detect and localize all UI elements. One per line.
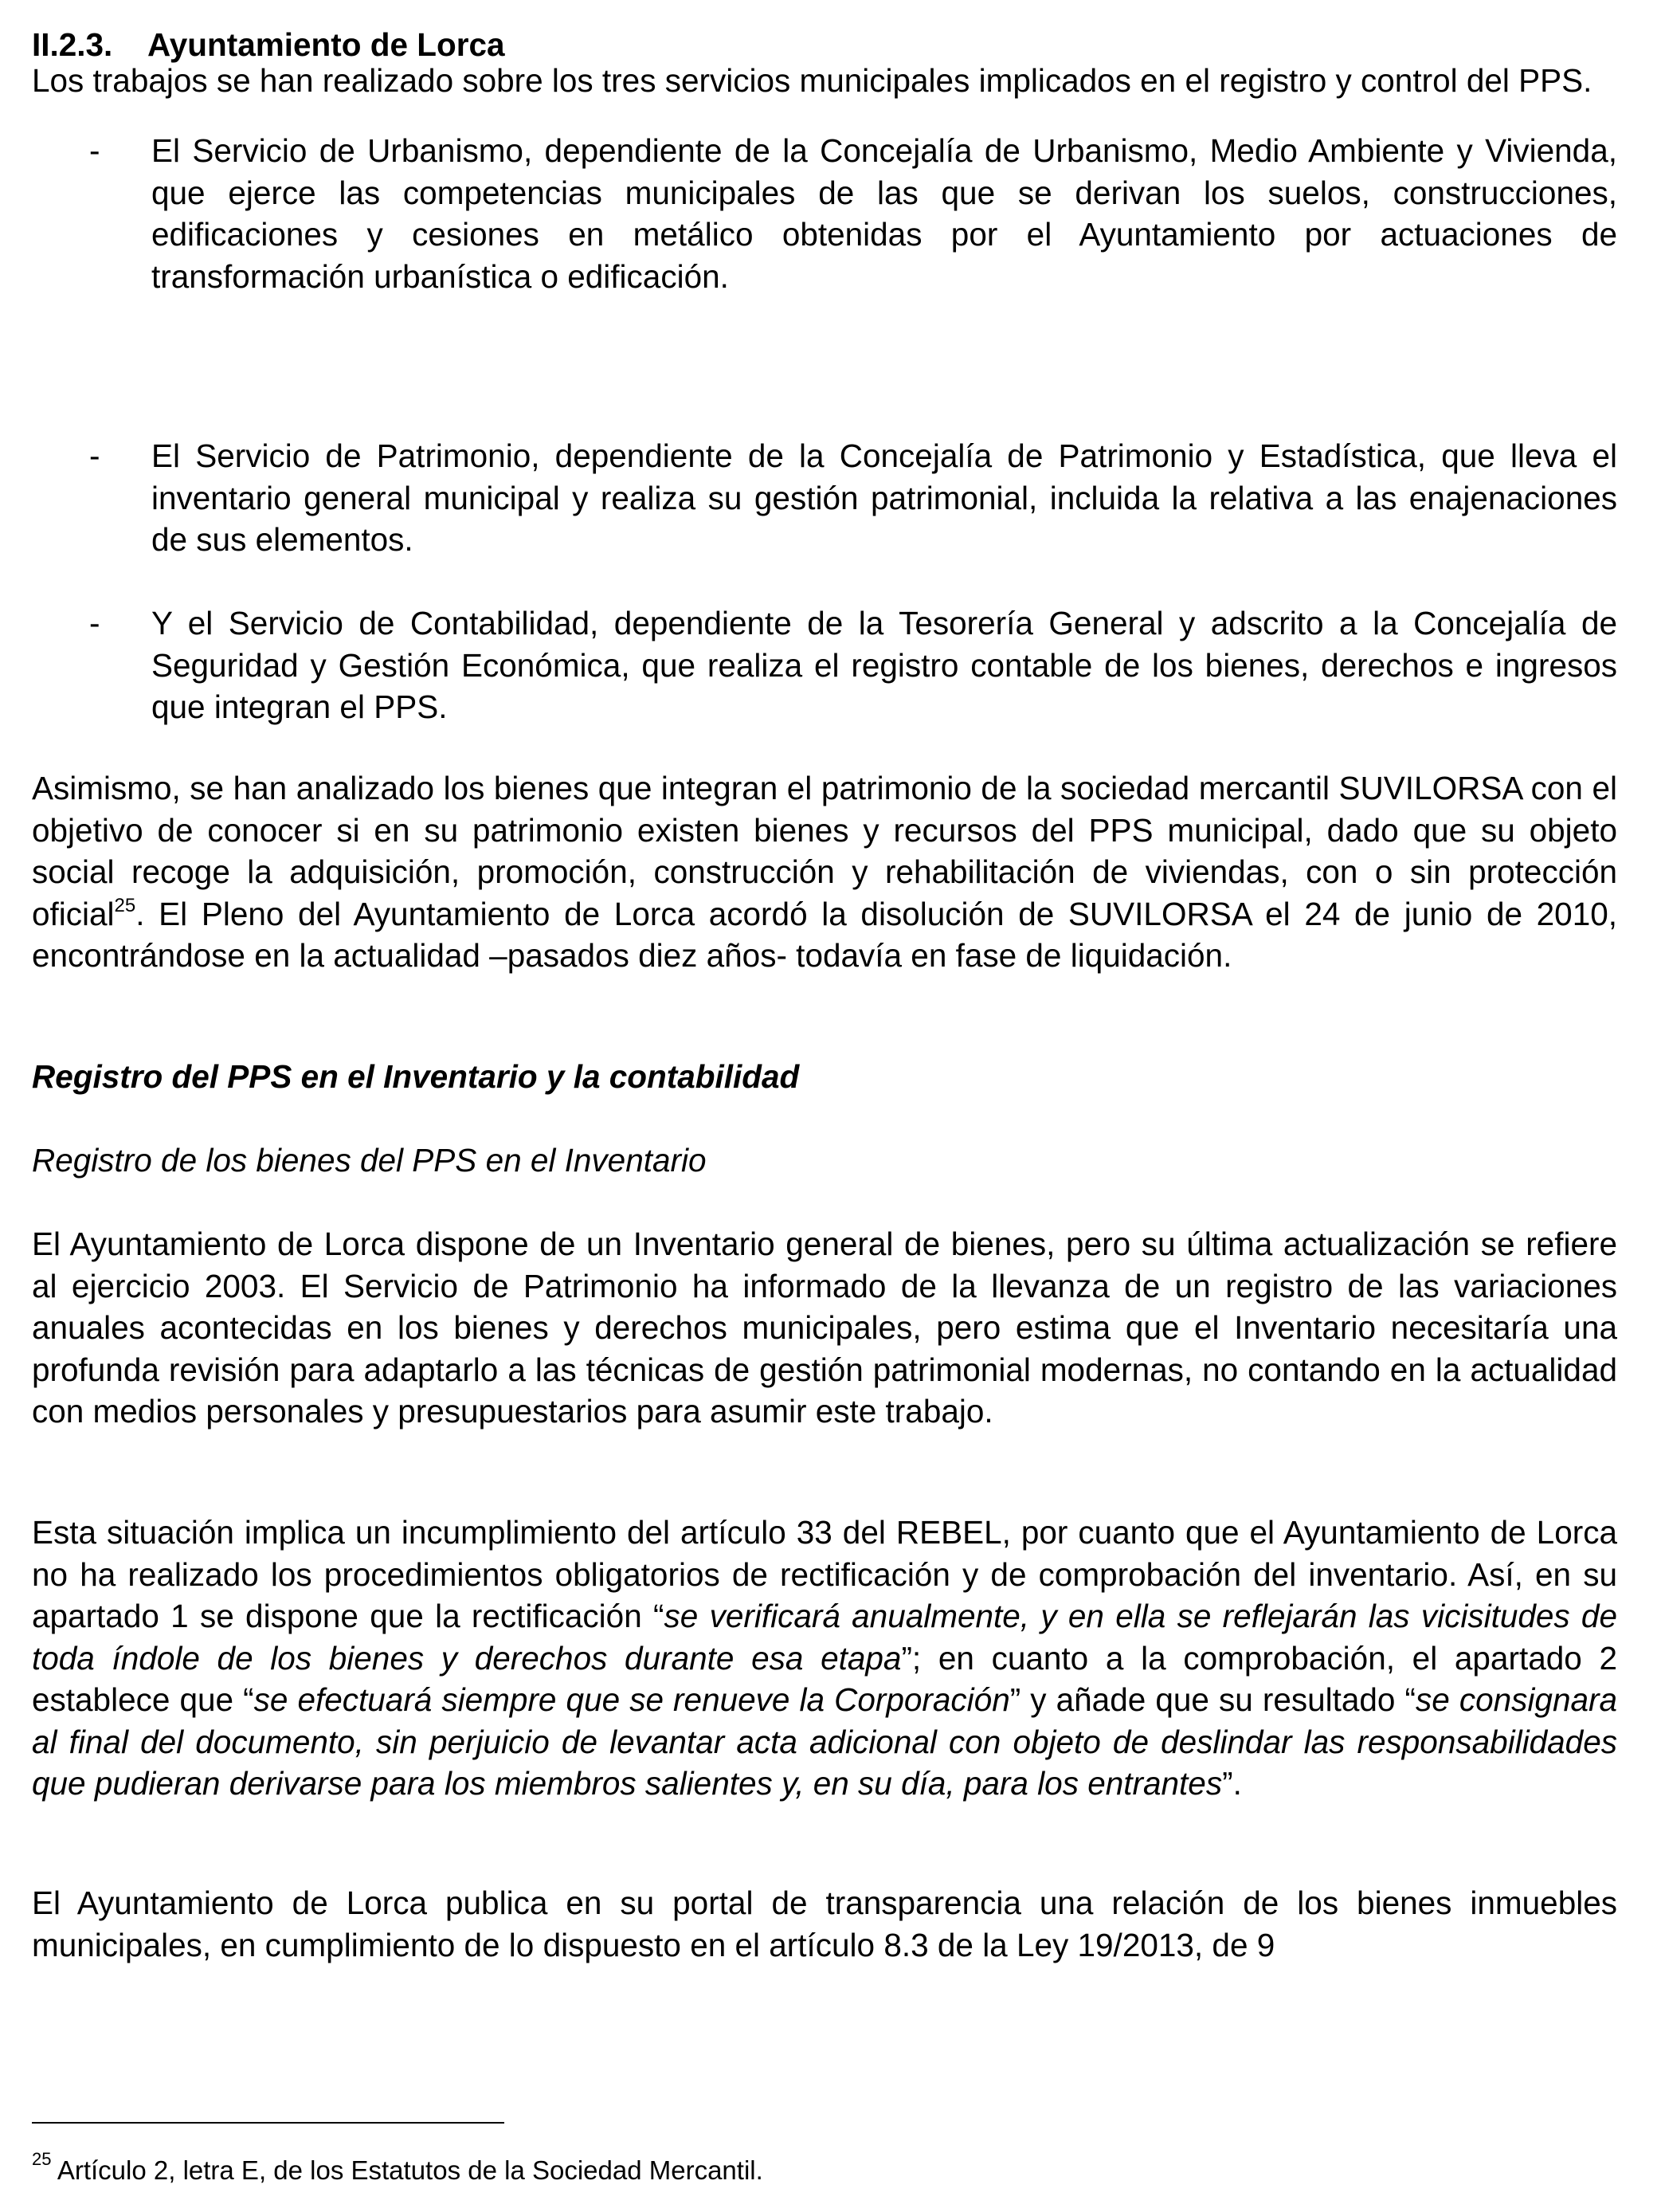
bullet-text: El Servicio de Urbanismo, dependiente de la Concejalía de Urbanismo, Medio Ambiente y Vivienda, que ejerce las competencias municipales de las que se derivan los suelos, construcciones, edificaciones y cesiones en metálico obtenidas por el Ayuntamiento por actuaciones de transformación urbanística o edificación. (151, 132, 1617, 295)
rebel-quote-3: se consignara al final del documento, sin perjuicio de levantar acta adicional con objeto de deslindar las responsabilidades que pudieran derivarse para los miembros salientes y, en su día, para los entrantes (32, 1681, 1618, 1802)
footnote-ref-25[interactable]: 25 (114, 895, 136, 916)
suvilorsa-paragraph (32, 767, 1617, 977)
rebel-quote-1: se verificará anualmente, y en ella se reflejarán las vicisitudes de toda índole de los bienes y derechos durante esa etapa (32, 1598, 1617, 1677)
suvilorsa-text-2: . El Pleno del Ayuntamiento de Lorca acordó la disolución de SUVILORSA el 24 de junio de 2010, encontrándose en la actualidad –pasados diez años- todavía en fase de liquidación. (32, 895, 1617, 974)
bullet-text: El Servicio de Patrimonio, dependiente de la Concejalía de Patrimonio y Estadística, que lleva el inventario general municipal y realiza su gestión patrimonial, incluida la relativa a las enajenaciones de sus elementos. (151, 437, 1617, 558)
rebel-quote-2: se efectuará siempre que se renueve la Corporación (253, 1681, 1010, 1718)
footnote-separator (32, 2122, 504, 2124)
bullet-text: Y el Servicio de Contabilidad, dependiente de la Tesorería General y adscrito a la Concejalía de Seguridad y Gestión Económica, que realiza el registro contable de los bienes, derechos e ingresos que integran el PPS. (151, 605, 1617, 725)
bullet-dash: - (89, 437, 100, 474)
section-number: II.2.3. (32, 26, 113, 63)
rebel-paragraph (32, 1512, 1617, 1805)
bullet-item-contabilidad (32, 602, 1617, 728)
bullet-item-patrimonio (32, 435, 1617, 561)
rebel-text-1: Esta situación implica un incumplimiento del artículo 33 del REBEL, por cuanto que el Ayuntamiento de Lorca no ha realizado los procedimientos obligatorios de rectificación y de comprobación del inventario. Así, en su apartado 1 se dispone que la rectificación “ (32, 1514, 1617, 1634)
footnote-text: Artículo 2, letra E, de los Estatutos de la Sociedad Mercantil. (51, 2155, 763, 2185)
bullet-dash: - (89, 605, 100, 641)
section-title: Ayuntamiento de Lorca (147, 26, 505, 63)
footnote-25 (32, 2149, 763, 2187)
subheading-registro-pps: Registro del PPS en el Inventario y la contabilidad (32, 1058, 800, 1095)
rebel-text-2: ”; en cuanto a la comprobación, el apartado 2 establece que “ (32, 1639, 1617, 1718)
suvilorsa-text-1: Asimismo, se han analizado los bienes que integran el patrimonio de la sociedad mercantil SUVILORSA con el objetivo de conocer si en su patrimonio existen bienes y recursos del PPS municipal, dado que su objeto social recoge la adquisición, promoción, construcción y rehabilitación de viviendas, con o sin protección oficial (32, 770, 1617, 932)
transparency-paragraph: El Ayuntamiento de Lorca publica en su portal de transparencia una relación de los bienes inmuebles municipales, en cumplimiento de lo dispuesto en el artículo 8.3 de la Ley 19/2013, de 9 (32, 1885, 1617, 1963)
subheading-registro-bienes: Registro de los bienes del PPS en el Inventario (32, 1142, 707, 1179)
rebel-text-4: ”. (1222, 1765, 1242, 1802)
intro-paragraph: Los trabajos se han realizado sobre los tres servicios municipales implicados en el registro y control del PPS. (32, 62, 1592, 99)
inventory-paragraph: El Ayuntamiento de Lorca dispone de un Inventario general de bienes, pero su última actualización se refiere al ejercicio 2003. El Servicio de Patrimonio ha informado de la llevanza de un registro de las variaciones anuales acontecidas en los bienes y derechos municipales, pero estima que el Inventario necesitaría una profunda revisión para adaptarlo a las técnicas de gestión patrimonial modernas, no contando en la actualidad con medios personales y presupuestarios para asumir este trabajo. (32, 1226, 1617, 1430)
bullet-dash: - (89, 132, 100, 169)
footnote-number: 25 (32, 2149, 52, 2169)
rebel-text-3: ” y añade que su resultado “ (1009, 1681, 1416, 1718)
bullet-item-urbanismo (32, 130, 1617, 297)
